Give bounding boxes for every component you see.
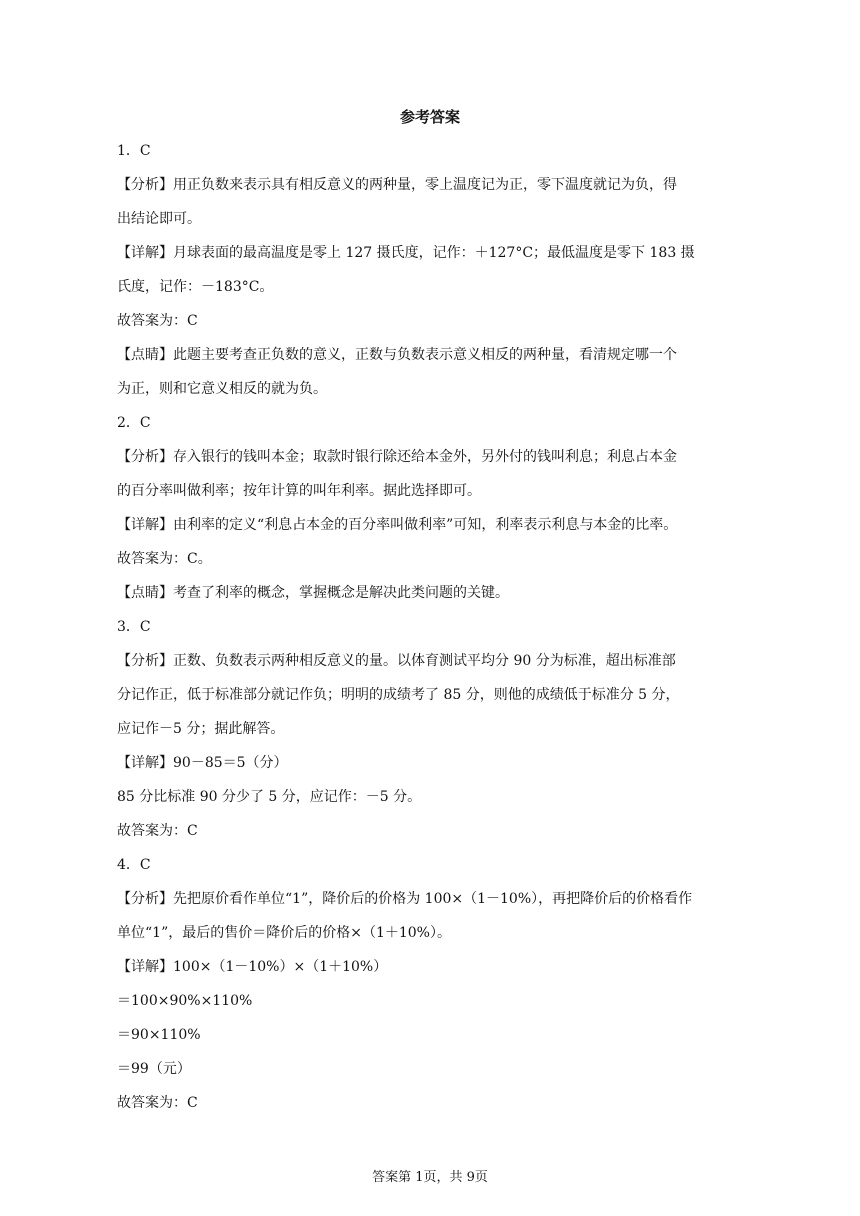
text-line: 1．C	[117, 143, 151, 159]
text-line: 故答案为：C。	[117, 551, 212, 567]
text-line: ＝90×110%	[117, 1027, 201, 1043]
text-line: 故答案为：C	[117, 1095, 198, 1111]
text-line: 【点睛】考查了利率的概念，掌握概念是解决此类问题的关键。	[117, 585, 509, 601]
text-line: 【分析】正数、负数表示两种相反意义的量。以体育测试平均分 90 分为标准，超出标准部	[117, 653, 676, 669]
text-line: 应记作－5 分；据此解答。	[117, 721, 285, 737]
text-line: 【详解】100×（1－10%）×（1＋10%）	[117, 959, 388, 975]
text-line: 【详解】90－85＝5（分）	[117, 755, 288, 771]
text-line: 【详解】月球表面的最高温度是零上 127 摄氏度，记作：＋127°C；最低温度是零下 183 摄	[117, 245, 695, 261]
text-line: 为正，则和它意义相反的就为负。	[117, 381, 327, 397]
text-line: 故答案为：C	[117, 823, 198, 839]
text-line: 2．C	[117, 415, 151, 431]
text-line: 4．C	[117, 857, 151, 873]
text-line: ＝100×90%×110%	[117, 993, 253, 1009]
text-line: 3．C	[117, 619, 151, 635]
text-line: 故答案为：C	[117, 313, 198, 329]
text-line: 【点睛】此题主要考查正负数的意义，正数与负数表示意义相反的两种量，看清规定哪一个	[117, 347, 677, 363]
page-title: 参考答案	[399, 108, 460, 126]
answer-content	[117, 134, 735, 1120]
page-footer: 答案第 1页，共 9页	[372, 1170, 488, 1185]
text-line: 单位“1”，最后的售价＝降价后的价格×（1＋10%）。	[117, 925, 451, 941]
text-line: 出结论即可。	[117, 211, 201, 227]
text-line: ＝99（元）	[117, 1061, 191, 1077]
text-line: 85 分比标准 90 分少了 5 分，应记作：－5 分。	[117, 789, 422, 805]
text-line: 【分析】先把原价看作单位“1”，降价后的价格为 100×（1－10%），再把降价后的价格看作	[117, 891, 693, 907]
text-line: 【详解】由利率的定义“利息占本金的百分率叫做利率”可知，利率表示利息与本金的比率。	[117, 517, 678, 533]
text-line: 氏度，记作：－183°C。	[117, 279, 274, 295]
text-line: 分记作正，低于标准部分就记作负；明明的成绩考了 85 分，则他的成绩低于标准分 5 分，	[117, 687, 680, 703]
text-line: 【分析】用正负数来表示具有相反意义的两种量，零上温度记为正，零下温度就记为负，得	[117, 177, 677, 193]
text-line: 的百分率叫做利率；按年计算的叫年利率。据此选择即可。	[117, 483, 481, 499]
text-line: 【分析】存入银行的钱叫本金；取款时银行除还给本金外，另外付的钱叫利息；利息占本金	[117, 449, 677, 465]
